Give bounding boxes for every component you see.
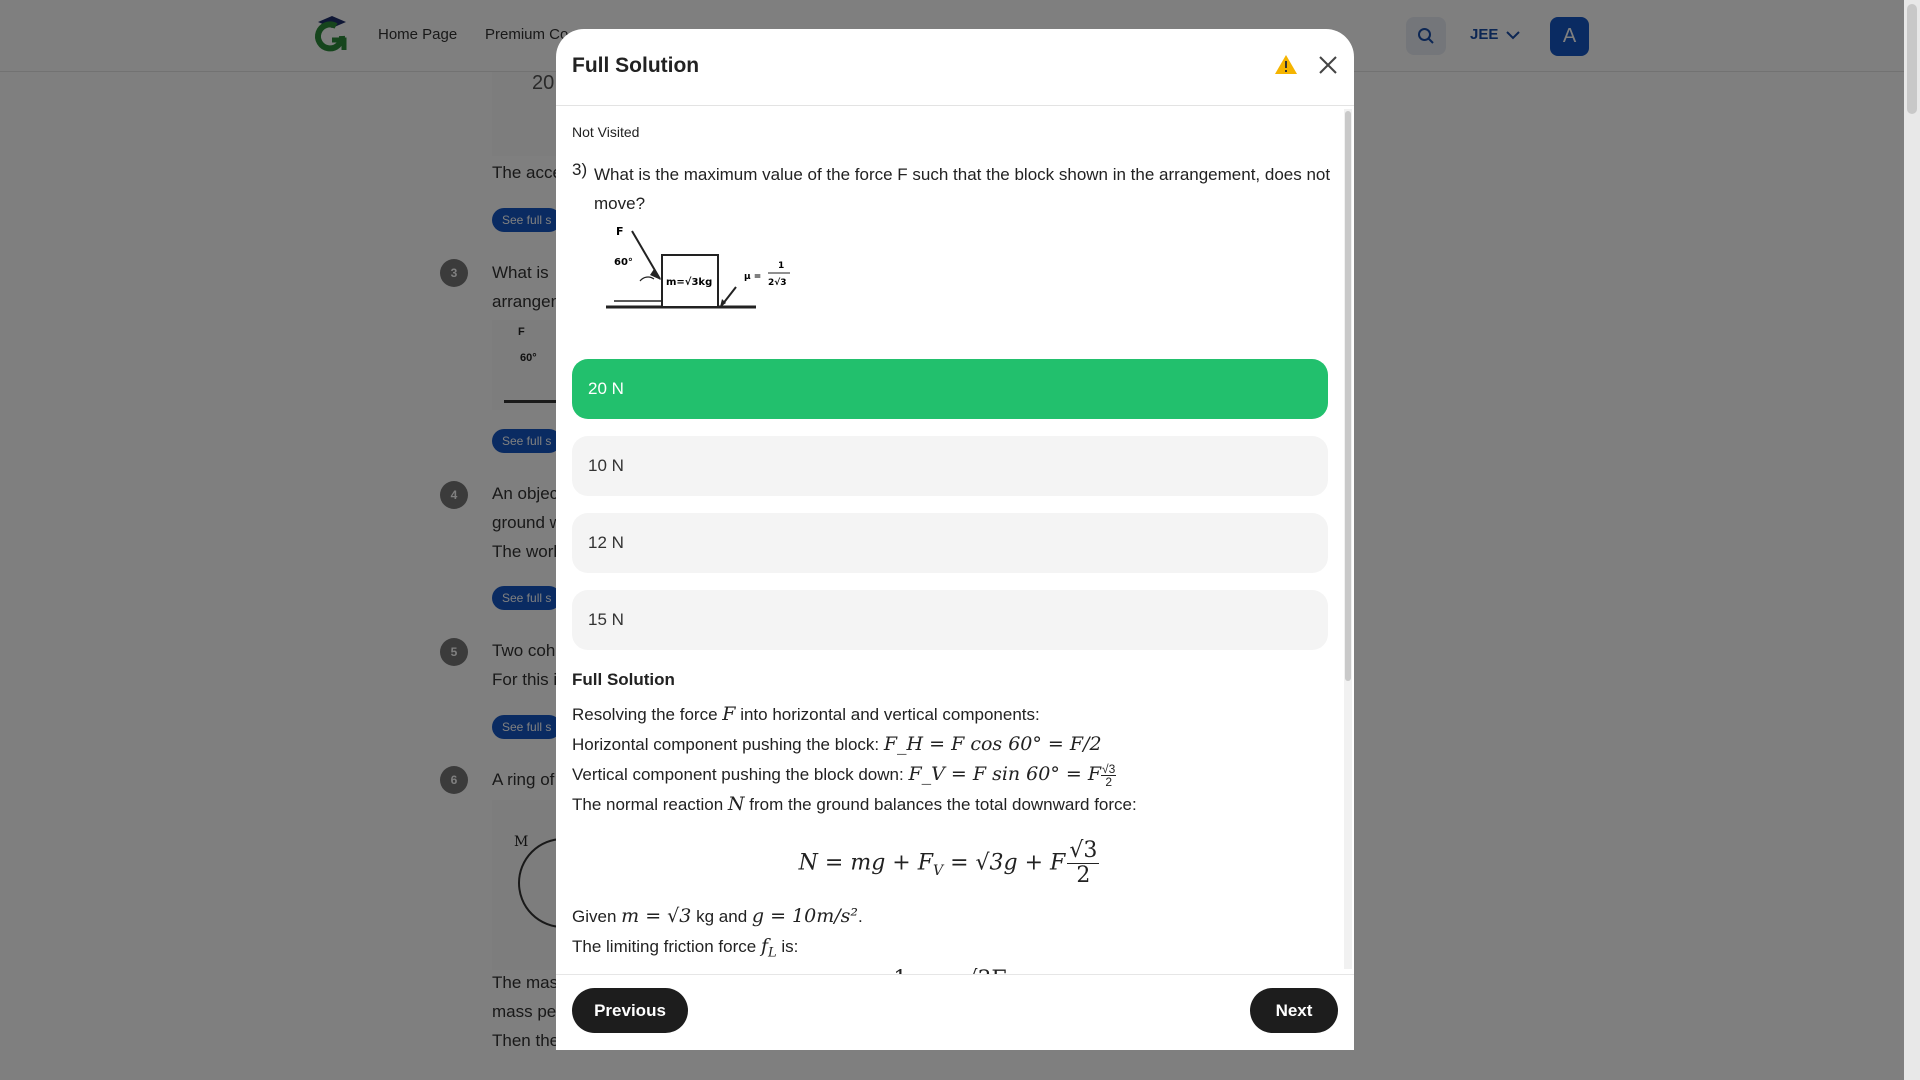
modal-scrollbar-thumb[interactable] (1345, 111, 1351, 681)
figure-mu-numerator: 1 (778, 261, 785, 271)
modal-title: Full Solution (572, 54, 700, 77)
option-a[interactable]: 20 N (572, 359, 1328, 419)
question-number: 3) (572, 160, 588, 179)
figure-force-label: F (616, 225, 624, 238)
figure-mu-denominator: 2√3 (768, 278, 787, 288)
option-c[interactable]: 12 N (572, 513, 1328, 573)
close-icon[interactable] (1316, 53, 1340, 77)
solution-line-6: The limiting friction force $f_L$ is: (572, 935, 799, 961)
previous-button[interactable]: Previous (572, 988, 688, 1033)
modal-header (556, 29, 1354, 106)
next-button[interactable]: Next (1250, 988, 1338, 1033)
solution-line-4: The normal reaction N from the ground balances the total downward force: (572, 793, 1137, 815)
figure-angle-label: 60° (614, 257, 633, 268)
solution-line-3: Vertical component pushing the block down: F_V = F sin 60° = F $\frac{√3}{2}$ (572, 762, 1116, 790)
figure-mass-label: m=√3kg (666, 277, 713, 288)
page-scrollbar[interactable] (1904, 0, 1920, 1080)
solution-line-5: Given m = √3 kg and g = 10m/s². (572, 905, 863, 927)
report-warning-icon[interactable] (1274, 53, 1298, 77)
solution-line-2: Horizontal component pushing the block: F_H = F cos 60° = F/2 (572, 733, 1102, 755)
question-text: What is the maximum value of the force F such that the block shown in the arrangement, does not move? (594, 165, 1331, 213)
question-figure (604, 223, 804, 311)
figure-mu-label: μ = (744, 272, 762, 282)
modal-footer (556, 974, 1354, 1050)
full-solution-modal (556, 29, 1354, 1050)
solution-line-1: Resolving the force F into horizontal and vertical components: (572, 703, 1040, 725)
solution-title: Full Solution (572, 670, 675, 689)
option-b[interactable]: 10 N (572, 436, 1328, 496)
question-status: Not Visited (572, 124, 640, 140)
normal-reaction-equation: N = mg + $F_V = √3g + F$ $\frac{√3}{2}$ (798, 838, 1098, 888)
modal-body[interactable] (556, 107, 1354, 973)
option-d[interactable]: 15 N (572, 590, 1328, 650)
